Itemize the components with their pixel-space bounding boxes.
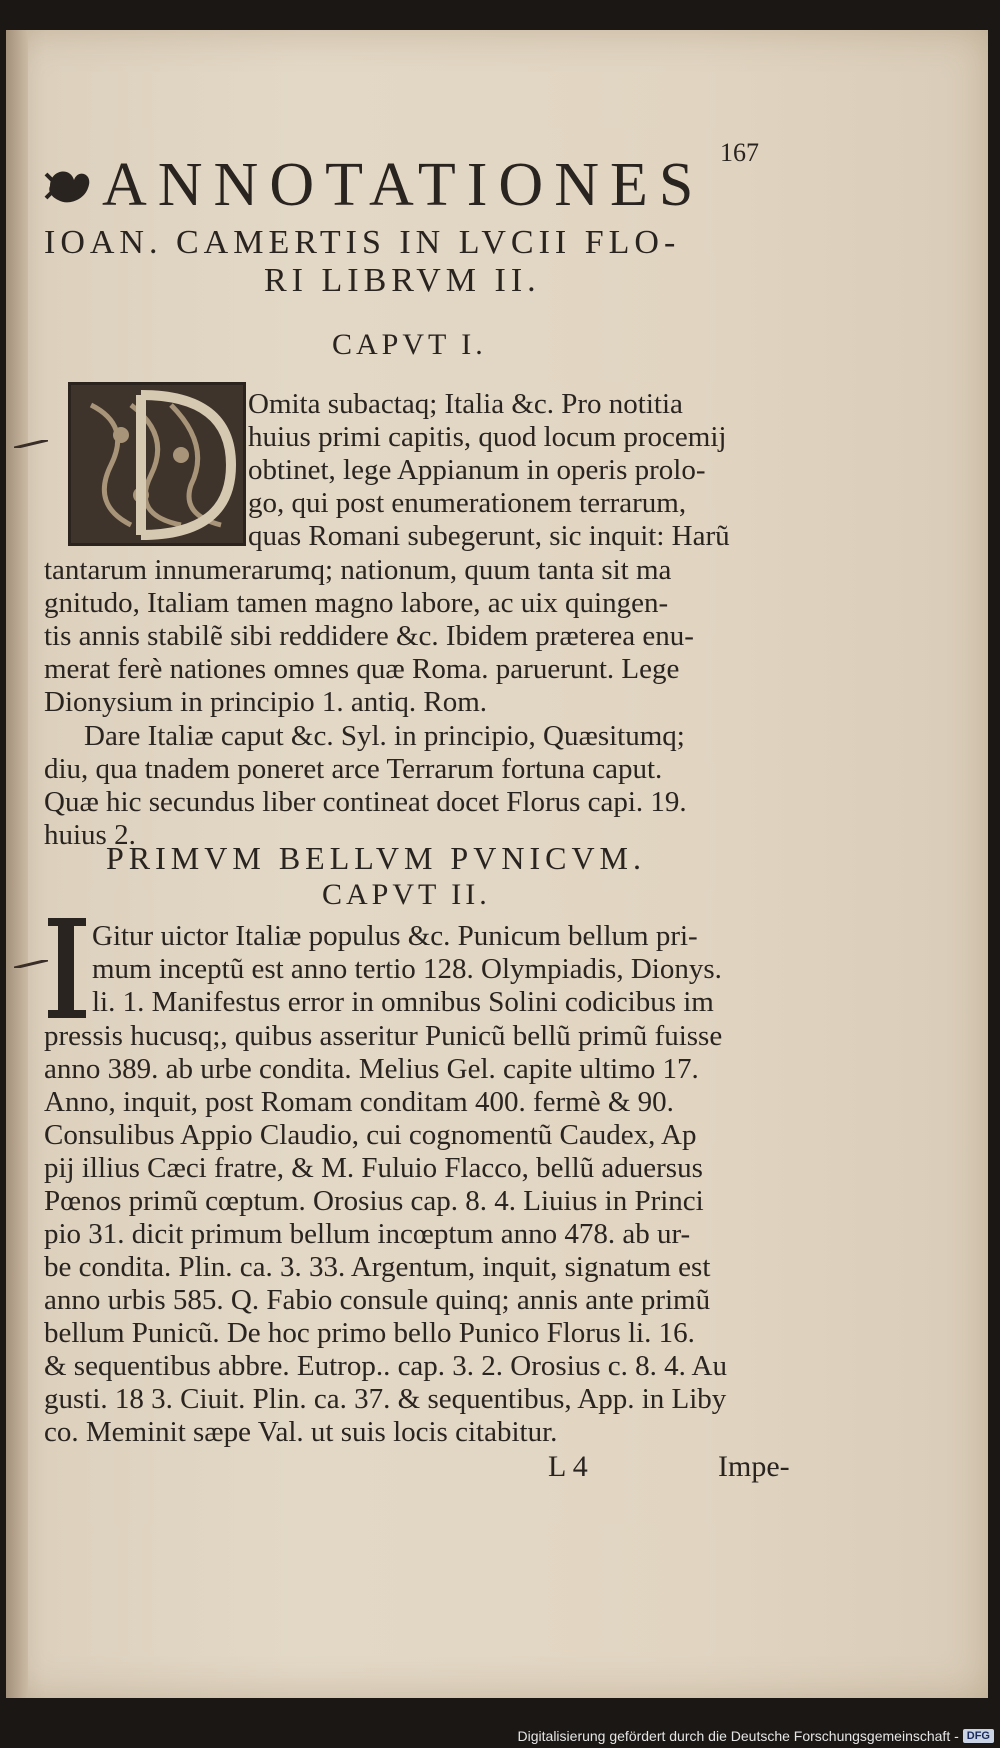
text-line: gnitudo, Italiam tamen magno labore, ac uix quingen- xyxy=(44,587,669,619)
page-number: 167 xyxy=(720,138,759,167)
digitization-credit xyxy=(518,1728,994,1744)
page-title: ANNOTATIONES xyxy=(102,151,705,219)
text-line: pij illius Cæci fratre, & M. Fuluio Flacco, bellũ aduersus xyxy=(44,1152,703,1184)
decorated-initial-d xyxy=(68,382,246,546)
text-line: go, qui post enumerationem terrarum, xyxy=(248,487,687,519)
ornamental-initial-icon xyxy=(71,385,243,543)
text-line: merat ferè nationes omnes quæ Roma. paruerunt. Lege xyxy=(44,653,680,685)
text-line: obtinet, lege Appianum in operis prolo- xyxy=(248,454,706,486)
section-heading: PRIMVM BELLVM PVNICVM. xyxy=(106,840,646,876)
text-line: Dionysium in principio 1. antiq. Rom. xyxy=(44,686,488,718)
text-line: Dare Italiæ caput &c. Syl. in principio, Quæsitumq; xyxy=(84,720,685,752)
text-line: pressis hucusq;, quibus asseritur Punicũ bellũ primũ fuisse xyxy=(44,1020,723,1052)
text-line: li. 1. Manifestus error in omnibus Solini codicibus im xyxy=(92,986,714,1018)
fleuron-ornament-icon xyxy=(44,160,96,212)
text-line: diu, qua tnadem poneret arce Terrarum fortuna caput. xyxy=(44,753,663,785)
text-line: be condita. Plin. ca. 3. 33. Argentum, inquit, signatum est xyxy=(44,1251,711,1283)
text-line: & sequentibus abbre. Eutrop.. cap. 3. 2. Orosius c. 8. 4. Au xyxy=(44,1350,728,1382)
text-line: Quæ hic secundus liber contineat docet Florus capi. 19. xyxy=(44,786,687,818)
text-line: Omita subactaq; Italia &c. Pro notitia xyxy=(248,388,683,420)
book-page xyxy=(6,30,988,1698)
page-binding-edge xyxy=(6,30,28,1698)
text-line: Gitur uictor Italiæ populus &c. Punicum bellum pri- xyxy=(92,920,698,952)
text-line: pio 31. dicit primum bellum incœptum anno 478. ab ur- xyxy=(44,1218,691,1250)
subtitle-line-1: IOAN. CAMERTIS IN LVCII FLO- xyxy=(44,224,681,261)
text-line: Consulibus Appio Claudio, cui cognomentũ Caudex, Ap xyxy=(44,1119,697,1151)
paragraph-3-continued xyxy=(44,1020,808,1449)
signature-mark: L 4 xyxy=(548,1450,588,1483)
credit-text: Digitalisierung gefördert durch die Deutsche Forschungsgemeinschaft - xyxy=(517,1728,959,1744)
dfg-logo: DFG xyxy=(963,1729,994,1743)
text-line: Pœnos primũ cœptum. Orosius cap. 8. 4. Liuius in Princi xyxy=(44,1185,704,1217)
margin-pen-mark-icon xyxy=(14,960,48,968)
paragraph-2 xyxy=(44,720,808,852)
text-line: anno urbis 585. Q. Fabio consule quinq; annis ante primũ xyxy=(44,1284,711,1316)
text-line: tis annis stabilẽ sibi reddidere &c. Ibidem præterea enu- xyxy=(44,620,694,652)
text-line: Anno, inquit, post Romam conditam 400. fermè & 90. xyxy=(44,1086,674,1118)
text-line: huius primi capitis, quod locum procemij xyxy=(248,421,727,453)
catchword: Impe- xyxy=(718,1450,790,1483)
text-line: co. Meminit sæpe Val. ut suis locis citabitur. xyxy=(44,1416,558,1448)
paragraph-1-continued xyxy=(44,554,808,719)
text-line: anno 389. ab urbe condita. Melius Gel. capite ultimo 17. xyxy=(44,1053,699,1085)
text-line: tantarum innumerarumq; nationum, quum tanta sit ma xyxy=(44,554,672,586)
chapter-2-heading: CAPVT II. xyxy=(322,878,491,911)
margin-pen-mark-icon xyxy=(14,440,48,448)
title-row xyxy=(44,150,804,221)
paragraph-3-indented xyxy=(92,920,808,1019)
initial-i-icon xyxy=(46,918,88,1018)
text-line: mum inceptũ est anno tertio 128. Olympiadis, Dionys. xyxy=(92,953,722,985)
text-line: quas Romani subegerunt, sic inquit: Harũ xyxy=(248,520,730,552)
text-line: gusti. 18 3. Ciuit. Plin. ca. 37. & sequentibus, App. in Liby xyxy=(44,1383,727,1415)
text-line: huius 2. xyxy=(44,819,136,851)
paragraph-1-indented xyxy=(248,388,808,553)
chapter-1-heading: CAPVT I. xyxy=(332,328,487,361)
text-line: bellum Punicũ. De hoc primo bello Punico Florus li. 16. xyxy=(44,1317,695,1349)
subtitle-line-2: RI LIBRVM II. xyxy=(264,262,541,299)
